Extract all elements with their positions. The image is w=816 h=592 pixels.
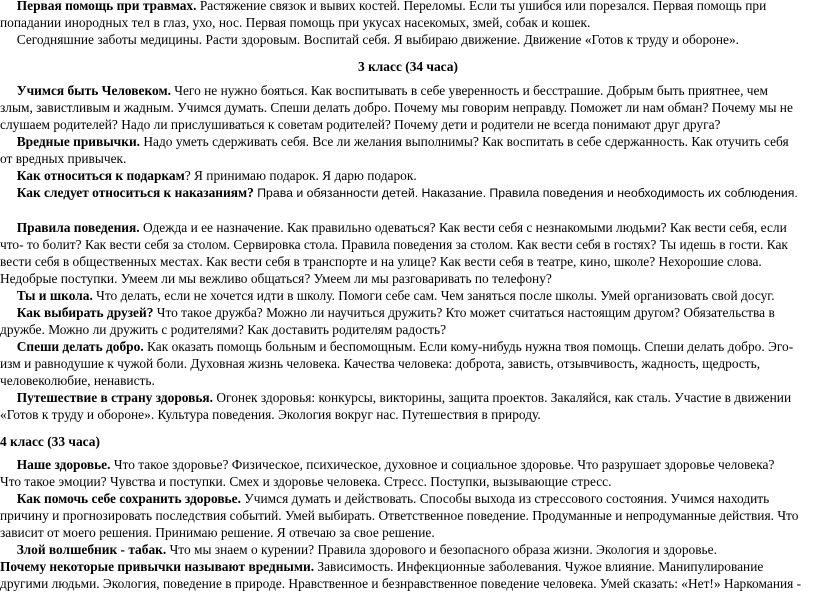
text-line bbox=[0, 58, 816, 75]
body-text: другими людьми. Экология, поведение в природе. Нравственное и безнравственное поведение человека. Умей сказать: «Нет!» Наркомания - bbox=[0, 576, 802, 591]
bold-heading-text: 3 класс (34 часа) bbox=[358, 59, 458, 74]
text-line bbox=[0, 219, 787, 236]
bold-heading-text: Почему некоторые привычки называют вредными. bbox=[0, 559, 315, 574]
bold-heading-text: Спеши делать добро. bbox=[0, 339, 144, 354]
body-text: попадании инородных тел в глаз, ухо, нос. Первая помощь при укусах насекомых, змей, собак и кошек. bbox=[0, 15, 591, 30]
bold-heading-text: Как выбирать друзей? bbox=[0, 305, 154, 320]
text-line bbox=[0, 99, 793, 116]
body-text: злым, завистливым и жадным. Учимся думать. Спеши делать добро. Почему мы говорим неправду. Поможет ли нам обман? Почему мы не bbox=[0, 100, 793, 115]
body-text: Права и обязанности детей. Наказание. Правила поведения и необходимость их соблюдения. bbox=[253, 186, 798, 200]
body-text: дружбе. Можно ли дружить с родителями? Как доставить родителям радость? bbox=[0, 322, 447, 337]
body-text: человеколюбие, ненависть. bbox=[0, 373, 155, 388]
text-line bbox=[0, 338, 793, 355]
bold-heading-text: Вредные привычки. bbox=[0, 134, 141, 149]
text-line bbox=[0, 389, 791, 406]
body-text: от вредных привычек. bbox=[0, 151, 127, 166]
body-text: Недобрые поступки. Умеем ли мы вежливо общаться? Умеем ли мы разговаривать по телефону? bbox=[0, 271, 552, 286]
text-line bbox=[0, 406, 541, 423]
bold-heading-text: Как следует относиться к наказаниям? bbox=[0, 185, 254, 200]
text-line bbox=[0, 287, 775, 304]
text-line bbox=[0, 507, 798, 524]
bold-heading-text: Учимся быть Человеком. bbox=[0, 83, 171, 98]
body-text: вести себя в общественных местах. Как вести себя в транспорте и на улице? Как вести себя в театре, кино, школе? Нехорошие слова. bbox=[0, 254, 762, 269]
text-line bbox=[0, 456, 774, 473]
body-text: изм и равнодушие к чужой боли. Духовная жизнь человека. Качества человека: доброта, зависть, отзывчивость, жадность, щедрость, bbox=[0, 356, 761, 371]
text-line bbox=[0, 558, 763, 575]
text-line bbox=[0, 575, 801, 592]
body-text: что- то болит? Как вести себя за столом. Сервировка стола. Правила поведения за столом. Как вести себя в гостях? Ты идешь в гости. Как bbox=[0, 237, 788, 252]
body-text: Что такое дружба? Можно ли научиться дружить? Кто может считаться настоящим другом? Обязательства в bbox=[153, 305, 775, 320]
body-text: Чего не нужно бояться. Как воспитывать в себе уверенность и бесстрашие. Добрым быть приятнее, чем bbox=[170, 83, 768, 98]
text-line bbox=[0, 0, 766, 14]
body-text: «Готов к труду и обороне». Культура поведения. Экология вокруг нас. Путешествия в природу. bbox=[0, 407, 541, 422]
text-line bbox=[0, 14, 590, 31]
body-text: Надо уметь сдерживать себя. Все ли желания выполнимы? Как воспитать в себе сдержанность. Как отучить себя bbox=[140, 134, 789, 149]
body-text: Одежда и ее назначение. Как правильно одеваться? Как вести себя с незнакомыми людьми? Как вести себя, если bbox=[139, 220, 787, 235]
body-text: зависит от моего решения. Принимаю решение. Я отвечаю за свое решение. bbox=[0, 525, 435, 540]
body-text: Что делать, если не хочется идти в школу. Помоги себе сам. Чем заняться после школы. Умей организовать свой досуг. bbox=[92, 288, 775, 303]
text-line bbox=[0, 321, 446, 338]
body-text: Учимся думать и действовать. Способы выхода из стрессового состояния. Учимся находить bbox=[240, 491, 770, 506]
bold-heading-text: 4 класс (33 часа) bbox=[0, 434, 100, 449]
text-line bbox=[0, 184, 798, 202]
bold-heading-text: Злой волшебник - табак. bbox=[0, 542, 167, 557]
text-line bbox=[0, 167, 417, 184]
body-text: Что мы знаем о курении? Правила здорового и безопасного образа жизни. Экология и здоровье. bbox=[166, 542, 717, 557]
text-line bbox=[0, 236, 788, 253]
text-line bbox=[0, 304, 775, 321]
body-text: Как оказать помощь больным и беспомощным. Если кому-нибудь нужна твоя помощь. Спеши делать добро. Эго- bbox=[143, 339, 794, 354]
text-line bbox=[0, 270, 552, 287]
text-line bbox=[0, 150, 126, 167]
bold-heading-text: Как относиться к подаркам bbox=[0, 168, 185, 183]
body-text: причину и прогнозировать последствия событий. Умей выбирать. Ответственное поведение. Продуманные и непродуманные действия. Что bbox=[0, 508, 799, 523]
text-line bbox=[0, 82, 768, 99]
text-line bbox=[0, 541, 717, 558]
bold-heading-text: Как помочь себе сохранить здоровье. bbox=[0, 491, 241, 506]
bold-heading-text: Первая помощь при травмах. bbox=[0, 0, 197, 13]
body-text: Что такое здоровье? Физическое, психическое, духовное и социальное здоровье. Что разрушает здоровье человека? bbox=[110, 457, 775, 472]
text-line bbox=[0, 524, 435, 541]
bold-heading-text: Ты и школа. bbox=[0, 288, 93, 303]
body-text: Что такое эмоции? Чувства и поступки. Смех и здоровье человека. Стресс. Поступки, вызывающие стресс. bbox=[0, 474, 612, 489]
text-line bbox=[0, 355, 760, 372]
text-line bbox=[0, 433, 100, 450]
text-line bbox=[0, 473, 611, 490]
bold-heading-text: Наше здоровье. bbox=[0, 457, 111, 472]
text-line bbox=[0, 133, 789, 150]
text-line bbox=[0, 116, 721, 133]
bold-heading-text: Путешествие в страну здоровья. bbox=[0, 390, 214, 405]
body-text: слушаем родителей? Надо ли прислушиваться к советам родителей? Почему дети и родители не всегда понимают друг друга? bbox=[0, 117, 721, 132]
text-line bbox=[0, 372, 155, 389]
body-text: Зависимость. Инфекционные заболевания. Чужое влияние. Манипулирование bbox=[314, 559, 764, 574]
text-line bbox=[0, 31, 739, 48]
body-text: ? Я принимаю подарок. Я дарю подарок. bbox=[184, 168, 417, 183]
text-line bbox=[0, 490, 769, 507]
body-text: Огонек здоровья: конкурсы, викторины, защита проектов. Закаляйся, как сталь. Участие в движении bbox=[213, 390, 792, 405]
body-text: Сегодняшние заботы медицины. Расти здоровым. Воспитай себя. Я выбираю движение. Движение «Готов к труду и обороне». bbox=[0, 32, 740, 47]
body-text: Растяжение связок и вывих костей. Переломы. Если ты ушибся или порезался. Первая помощь при bbox=[196, 0, 767, 13]
bold-heading-text: Правила поведения. bbox=[0, 220, 140, 235]
text-line bbox=[0, 253, 762, 270]
